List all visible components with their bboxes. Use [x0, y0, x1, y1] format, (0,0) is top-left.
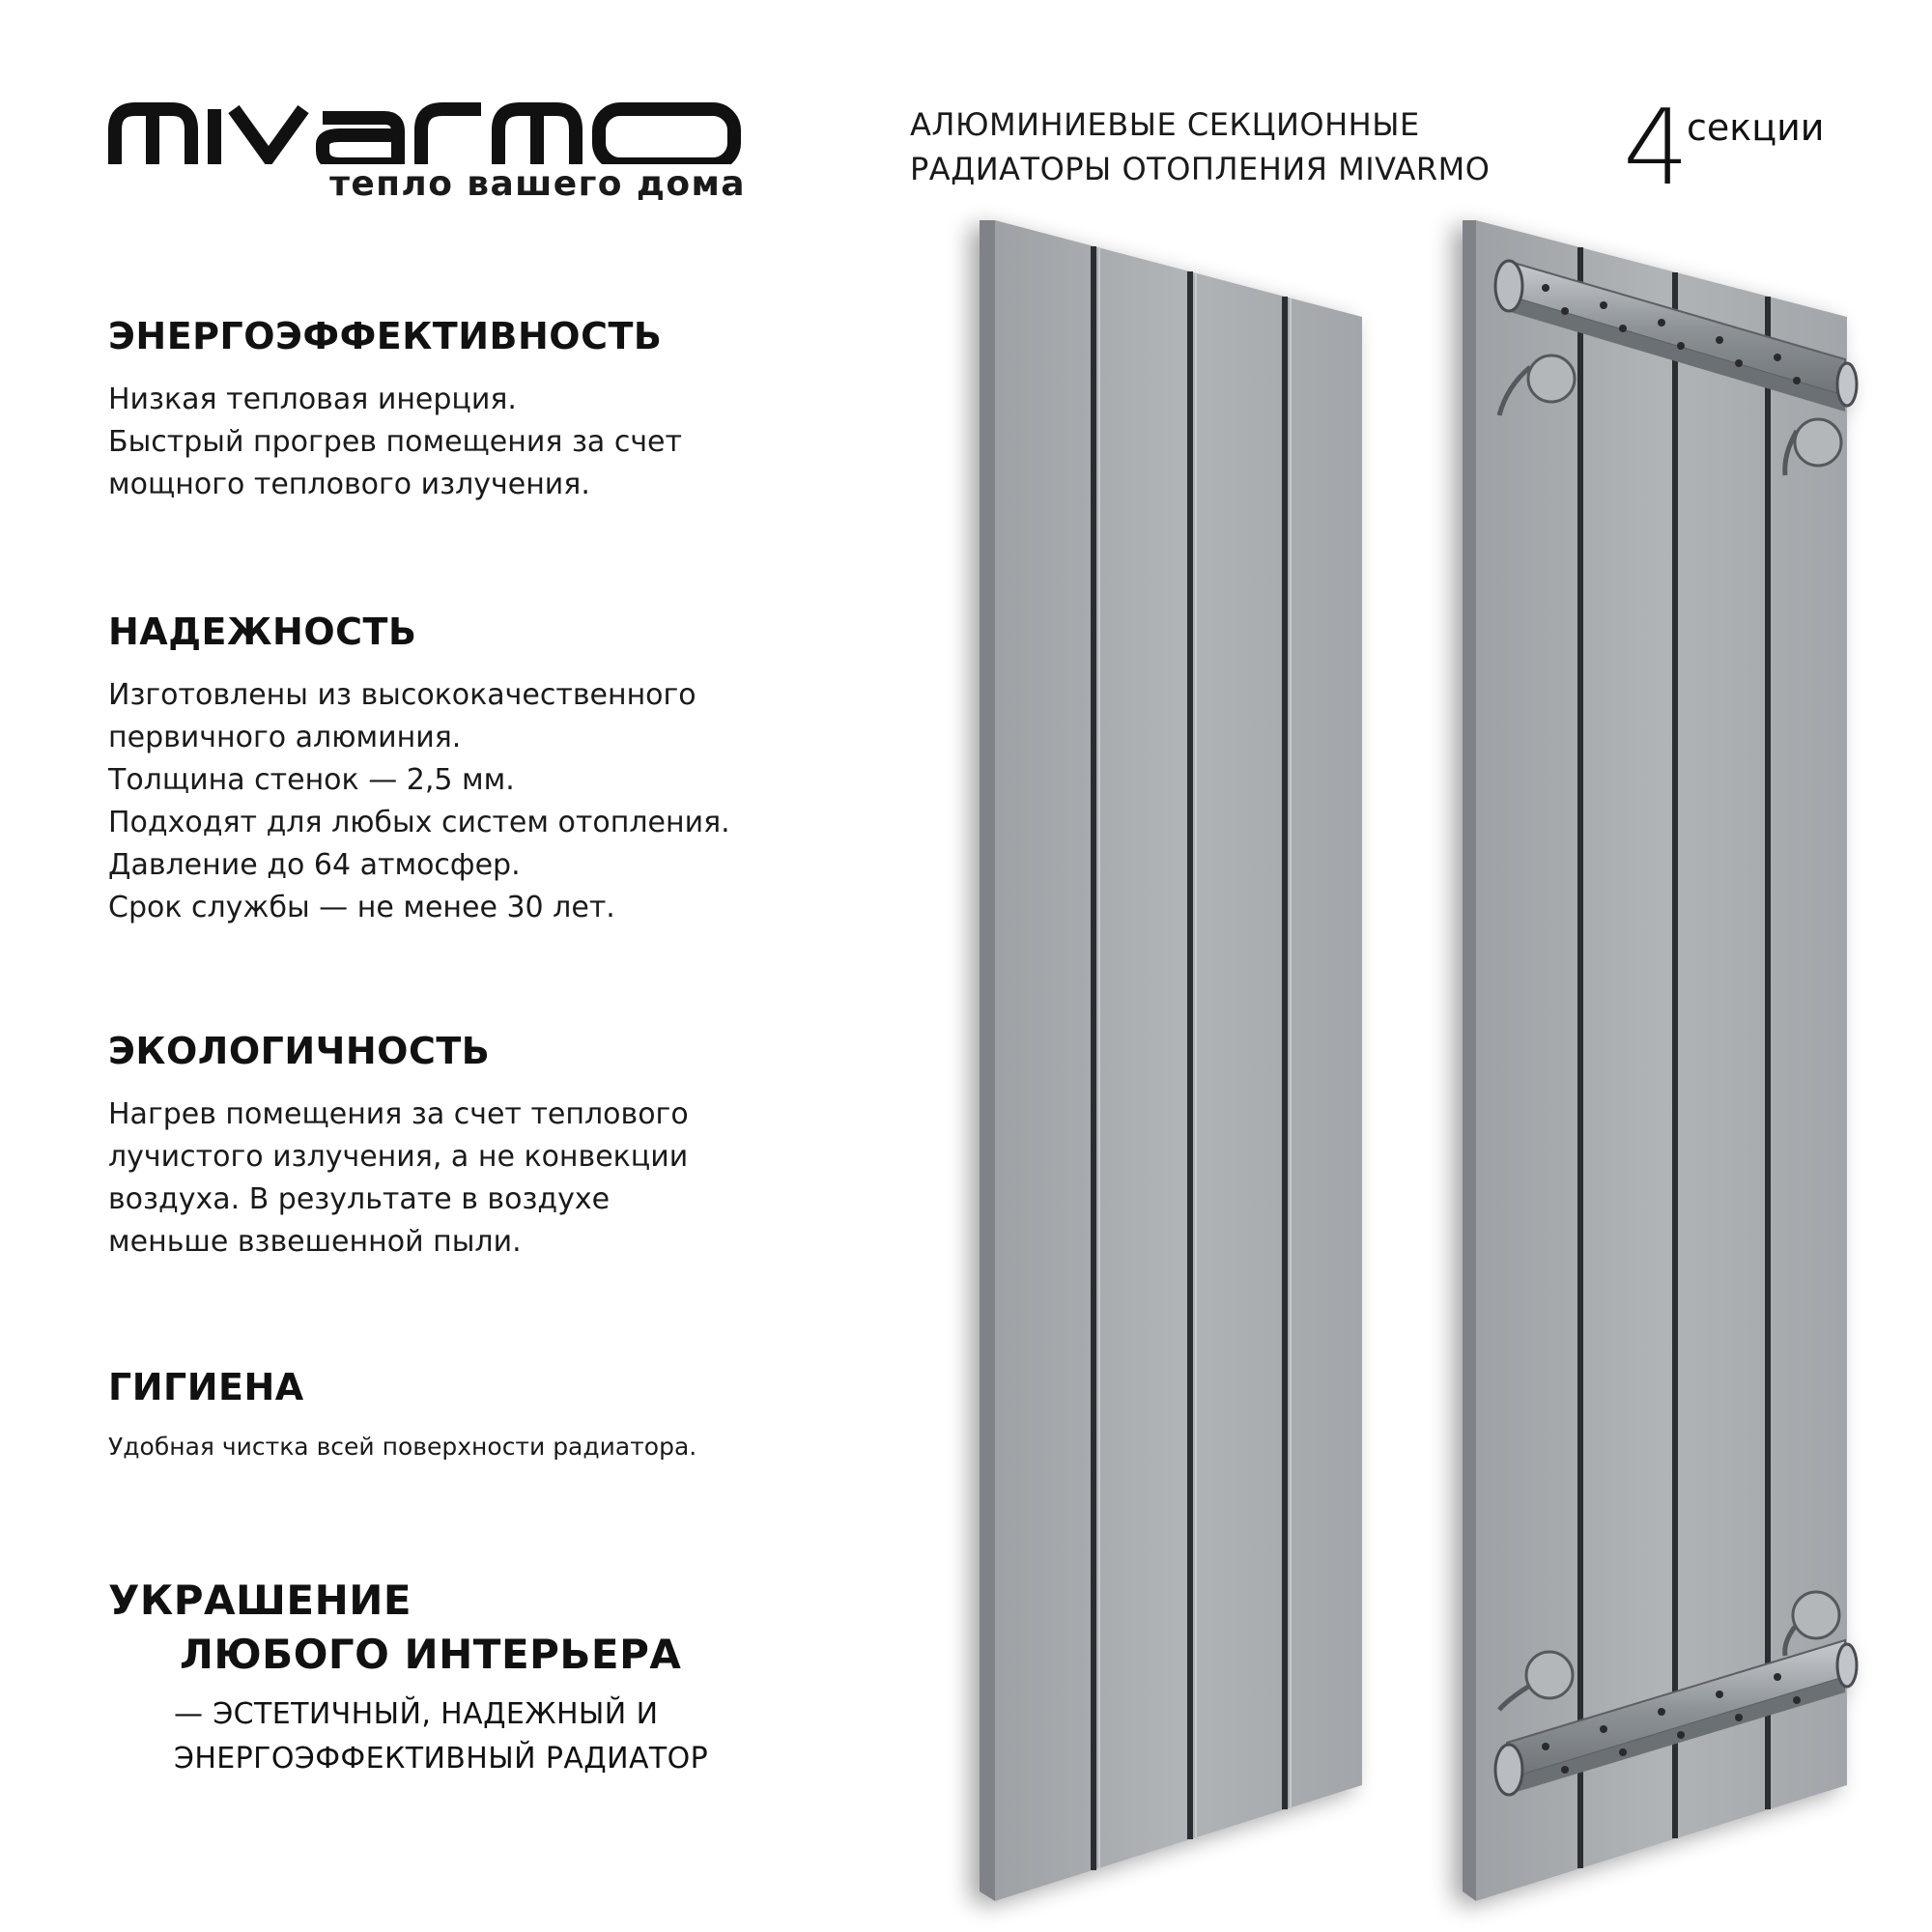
feature-reliability	[108, 611, 842, 929]
sections-word: секции	[1687, 106, 1825, 149]
feature-description	[108, 1094, 842, 1264]
feature-line: Нагрев помещения за счет теплового	[108, 1097, 689, 1131]
feature-line: Быстрый прогрев помещения за счет	[108, 425, 682, 459]
feature-line: Срок службы — не менее 30 лет.	[108, 891, 615, 924]
radiator-back	[1463, 220, 1857, 1901]
product-title	[910, 102, 1605, 191]
sections-count: 4	[1623, 88, 1690, 209]
feature-ecology	[108, 1030, 842, 1264]
feature-description	[108, 379, 842, 506]
feature-line: Давление до 64 атмосфер.	[108, 848, 521, 882]
product-title-line-2: РАДИАТОРЫ ОТОПЛЕНИЯ MIVARMO	[910, 151, 1491, 187]
closing-subline-1: — ЭСТЕТИЧНЫЙ, НАДЕЖНЫЙ И	[174, 1697, 659, 1731]
product-title-line-1: АЛЮМИНИЕВЫЕ СЕКЦИОННЫЕ	[910, 106, 1420, 143]
feature-energy-efficiency	[108, 315, 842, 506]
bracket-bottom	[1499, 1592, 1839, 1710]
closing-headline-line-2: ЛЮБОГО ИНТЕРЬЕРА	[180, 1631, 682, 1678]
brand-logo	[108, 97, 746, 164]
feature-description	[108, 674, 842, 929]
feature-line: Изготовлены из высококачественного	[108, 678, 696, 712]
feature-hygiene	[108, 1366, 842, 1464]
feature-line: лучистого излучения, а не конвекции	[108, 1140, 689, 1174]
feature-description	[108, 1430, 842, 1464]
feature-title: ГИГИЕНА	[108, 1366, 304, 1408]
feature-title: НАДЕЖНОСТЬ	[108, 611, 417, 653]
feature-line: Удобная чистка всей поверхности радиатора.	[108, 1433, 697, 1461]
closing-subline-2: ЭНЕРГОЭФФЕКТИВНЫЙ РАДИАТОР	[174, 1742, 709, 1776]
feature-line: первичного алюминия.	[108, 721, 462, 754]
feature-line: воздуха. В результате в воздухе	[108, 1182, 611, 1216]
feature-line: Подходят для любых систем отопления.	[108, 806, 730, 839]
radiator-front	[980, 220, 1362, 1901]
brand-tagline: тепло вашего дома	[329, 164, 746, 204]
feature-line: меньше взвешенной пыли.	[108, 1225, 522, 1259]
closing-subline	[174, 1692, 708, 1781]
feature-title: ЭНЕРГОЭФФЕКТИВНОСТЬ	[108, 315, 663, 357]
feature-line: мощного теплового излучения.	[108, 468, 590, 501]
closing-headline-line-1: УКРАШЕНИЕ	[108, 1577, 412, 1624]
pipe-bottom	[1495, 1640, 1857, 1795]
pipe-top	[1495, 261, 1857, 412]
feature-line: Толщина стенок — 2,5 мм.	[108, 763, 515, 797]
bracket-top	[1499, 355, 1841, 475]
feature-title: ЭКОЛОГИЧНОСТЬ	[108, 1030, 491, 1072]
feature-line: Низкая тепловая инерция.	[108, 383, 517, 416]
